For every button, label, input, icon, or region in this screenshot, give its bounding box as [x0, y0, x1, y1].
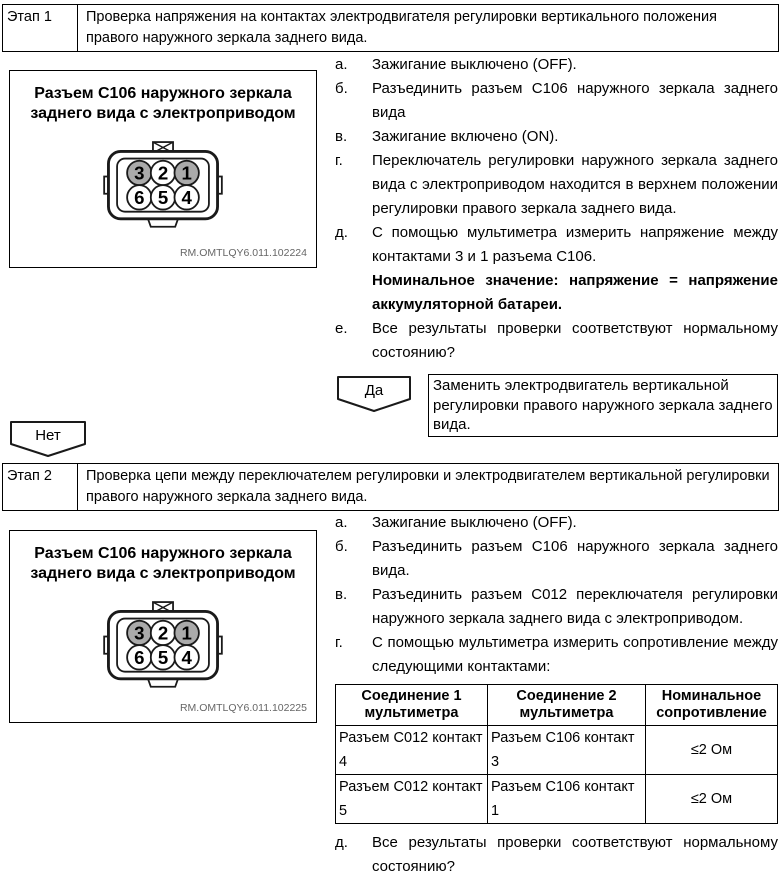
- item-text: Разъединить разъем C012 переключателя регулировки наружного зеркала заднего вида с электроприводом.: [372, 586, 778, 627]
- item-letter: г.: [335, 152, 343, 169]
- figure-ref-number: RM.OMTLQY6.011.102224: [179, 247, 307, 259]
- step1-instructions: [335, 53, 778, 437]
- list-item: [335, 631, 778, 679]
- step1-label: Этап 1: [3, 5, 78, 51]
- item-letter: б.: [335, 538, 348, 555]
- pin-5-number: 5: [157, 646, 169, 668]
- figure-connector-c106-step1: [9, 70, 317, 268]
- pin-6-number: 6: [134, 186, 145, 208]
- yes-action-box: Заменить электродвигатель вертикальной регулировки правого наружного зеркала заднего вида.: [428, 374, 778, 437]
- item-text: Зажигание выключено (OFF).: [372, 56, 577, 73]
- pin-1-number: 1: [181, 622, 192, 644]
- list-item: [335, 221, 778, 317]
- figure-title: Разъем C106 наружного зеркала заднего вида с электроприводом: [30, 85, 296, 122]
- item-text: Разъединить разъем C106 наружного зеркала заднего вида: [372, 80, 778, 121]
- resistance-table: [335, 684, 778, 824]
- item-text: Переключатель регулировки наружного зеркала заднего вида с электроприводом находится в верхнем положении регулировки правого зеркала заднего вида.: [372, 152, 778, 217]
- pin-6-number: 6: [134, 646, 145, 668]
- item-text: Зажигание выключено (OFF).: [372, 514, 577, 531]
- step1-header-table: [2, 4, 779, 52]
- table-header-cell: Номинальное сопротивление: [646, 685, 778, 726]
- item-letter: д.: [335, 834, 348, 851]
- yes-label: Да: [364, 382, 384, 399]
- table-row: [336, 775, 778, 824]
- connector-c106-diagram: [102, 599, 224, 697]
- list-item: [335, 535, 778, 583]
- item-text: [372, 221, 778, 317]
- figure-ref-number: RM.OMTLQY6.011.102225: [179, 702, 307, 714]
- list-item: [335, 831, 778, 879]
- step2-title: Проверка цепи между переключателем регулировки и электродвигателем вертикальной регулировки правого наружного зеркала заднего вида.: [86, 468, 770, 505]
- yes-banner: [335, 374, 413, 414]
- item-letter: в.: [335, 586, 348, 603]
- item-letter: е.: [335, 320, 348, 337]
- list-item: [335, 583, 778, 631]
- table-header-row: [336, 685, 778, 726]
- list-item: [335, 125, 778, 149]
- item-text: Все результаты проверки соответствуют нормальному состоянию?: [372, 834, 778, 875]
- pin-4-number: 4: [181, 186, 192, 208]
- connector-c106-diagram: [102, 139, 224, 237]
- pin-2-number: 2: [157, 162, 169, 184]
- table-cell: ≤2 Ом: [646, 726, 778, 775]
- pin-3-number: 3: [134, 622, 145, 644]
- yes-branch: [335, 374, 778, 437]
- pin-3-number: 3: [134, 162, 145, 184]
- table-header-cell: Соединение 1 мультиметра: [336, 685, 488, 726]
- item-letter: а.: [335, 56, 348, 73]
- table-cell: Разъем C012 контакт 4: [336, 726, 488, 775]
- table-cell: ≤2 Ом: [646, 775, 778, 824]
- table-cell: Разъем C106 контакт 3: [488, 726, 646, 775]
- step1-title: Проверка напряжения на контактах электродвигателя регулировки вертикального положения правого наружного зеркала заднего вида.: [86, 9, 717, 46]
- item-text: Разъединить разъем C106 наружного зеркала заднего вида.: [372, 538, 778, 579]
- no-banner: [8, 419, 88, 459]
- item-text-main: С помощью мультиметра измерить напряжение между контактами 3 и 1 разъема C106.: [372, 224, 778, 265]
- table-header-cell: Соединение 2 мультиметра: [488, 685, 646, 726]
- nominal-value-note: Номинальное значение: напряжение = напряжение аккумуляторной батареи.: [372, 272, 778, 313]
- pin-5-number: 5: [157, 186, 169, 208]
- list-item: [335, 53, 778, 77]
- list-item: [335, 77, 778, 125]
- step2-header-table: [2, 463, 779, 511]
- table-row: [336, 726, 778, 775]
- pin-1-number: 1: [181, 162, 192, 184]
- pin-4-number: 4: [181, 646, 192, 668]
- table-cell: Разъем C106 контакт 1: [488, 775, 646, 824]
- item-text: Все результаты проверки соответствуют нормальному состоянию?: [372, 320, 778, 361]
- item-letter: а.: [335, 514, 348, 531]
- list-item: [335, 317, 778, 365]
- list-item: [335, 149, 778, 221]
- item-text: С помощью мультиметра измерить сопротивление между следующими контактами:: [372, 634, 778, 675]
- table-cell: Разъем C012 контакт 5: [336, 775, 488, 824]
- item-letter: д.: [335, 224, 348, 241]
- figure-connector-c106-step2: [9, 530, 317, 723]
- step2-label: Этап 2: [3, 464, 78, 510]
- item-letter: б.: [335, 80, 348, 97]
- list-item: [335, 511, 778, 535]
- item-letter: в.: [335, 128, 348, 145]
- figure-title: Разъем C106 наружного зеркала заднего вида с электроприводом: [30, 545, 296, 582]
- item-text: Зажигание включено (ON).: [372, 128, 559, 145]
- item-letter: г.: [335, 634, 343, 651]
- no-label: Нет: [35, 427, 61, 444]
- pin-2-number: 2: [157, 622, 169, 644]
- step2-instructions: [335, 511, 778, 879]
